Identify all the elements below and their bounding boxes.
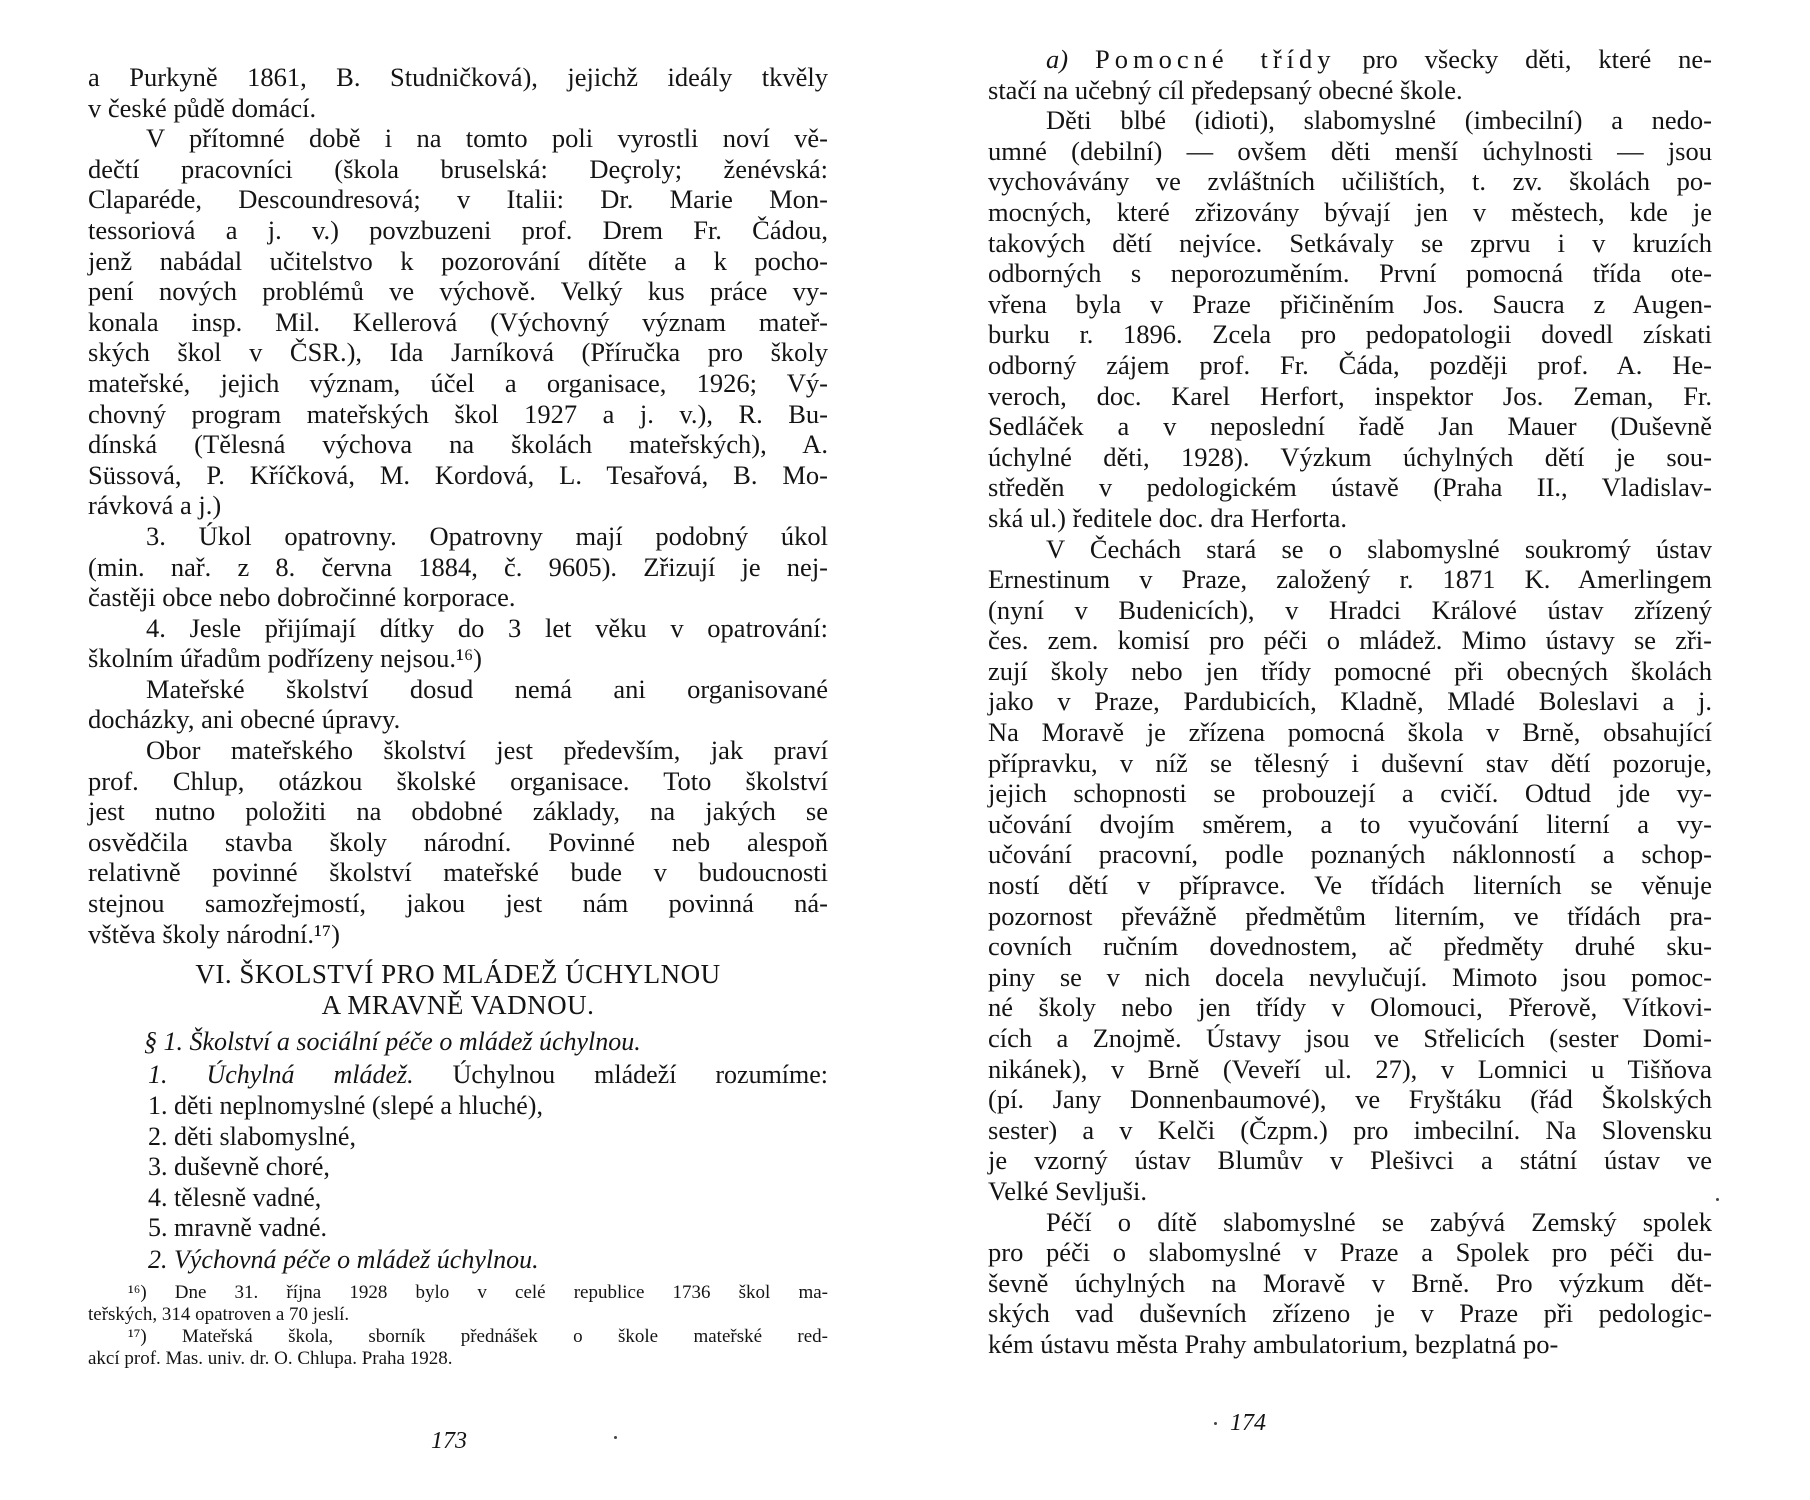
text-line: odborný zájem prof. Fr. Čáda, později prof. A. He- (988, 349, 1712, 380)
text-line: 4. Jesle přijímají dítky do 3 let věku v opatrování: (146, 612, 828, 643)
list-item: 5. mravně vadné. (148, 1213, 328, 1243)
footnote-line: akcí prof. Mas. univ. dr. O. Chlupa. Praha 1928. (88, 1347, 453, 1369)
subheading-1-text: Úchylnou mládeží rozumíme: (452, 1060, 829, 1090)
text-line: ských škol v ČSR.), Ida Jarníková (Příručka pro školy (88, 337, 828, 368)
page-number-left: 173 (431, 1428, 467, 1454)
right-text-column (988, 44, 1712, 1360)
subheading-2-text: 2. Výchovná péče o mládež úchylnou. (148, 1244, 539, 1274)
text-line: přípravku, v níž se tělesný i duševní stav dětí pozoruje, (988, 747, 1712, 778)
text-line: jest nutno položiti na obdobné základy, na jakých se (88, 796, 828, 827)
list-item: 3. duševně choré, (148, 1152, 330, 1182)
text-line: rávková a j.) (88, 490, 222, 521)
text-line: 3. Úkol opatrovny. Opatrovny mají podobný úkol (146, 520, 828, 551)
text-line: V Čechách stará se o slabomyslné soukromý ústav (1046, 533, 1712, 564)
text-line: v české půdě domácí. (88, 92, 317, 123)
left-text-column (88, 62, 828, 1370)
text-line: osvědčila stavba školy národní. Povinné neb alespoň (88, 826, 828, 857)
text-line: dečtí pracovníci (škola bruselská: Deçroly; ženévská: (88, 153, 828, 184)
subheading-2 (88, 1244, 828, 1276)
footnote-line: ¹⁷) Mateřská škola, sborník přednášek o škole mateřské red- (128, 1325, 828, 1347)
text-line: Velké Sevljuši. (988, 1175, 1147, 1206)
text-line: častěji obce nebo dobročinné korporace. (88, 582, 516, 613)
text-line: čes. zem. komisí pro péči o mládež. Mimo ústavy se zři- (988, 625, 1712, 656)
text-line: pení nových problémů ve výchově. Velký kus práce vy- (88, 276, 828, 307)
list-item: 1. děti neplnomyslné (slepé a hluché), (148, 1091, 543, 1121)
text-line: Ernestinum v Praze, založený r. 1871 K. Amerlingem (988, 564, 1712, 595)
text-line: ská ul.) ředitele doc. dra Herforta. (988, 502, 1348, 533)
left-paragraphs (88, 62, 828, 949)
text-line: ševně úchylných na Moravě v Brně. Pro výzkum dět- (988, 1267, 1712, 1298)
text-line: piny se v nich docela nevylučují. Mimoto jsou pomoc- (988, 961, 1712, 992)
text-line: a Purkyně 1861, B. Studničková), jejichž ideály tkvěly (88, 62, 828, 92)
text-line: odborných s neporozuměním. První pomocná třída ote- (988, 258, 1712, 289)
print-speck (614, 1436, 617, 1439)
text-line: chovný program mateřských škol 1927 a j. v.), R. Bu- (88, 398, 828, 429)
chapter-heading (88, 959, 828, 1021)
text-line: (min. nař. z 8. června 1884, č. 9605). Zřizují je nej- (88, 551, 828, 582)
text-line: vychovávány ve zvláštních učilištích, t. zv. školách po- (988, 166, 1712, 197)
text-line: zují školy nebo jen třídy pomocné při obecných školách (988, 655, 1712, 686)
spaced-term: Pomocné třídy (1094, 44, 1336, 74)
text-line: dínská (Tělesná výchova na školách mateřských), A. (88, 429, 828, 460)
text-line: pro všecky děti, které ne- (1362, 44, 1713, 74)
text-line: stejnou samozřejmostí, jakou jest nám povinná ná- (88, 888, 828, 919)
footnotes (88, 1282, 828, 1370)
subheading-1-label: 1. Úchylná mládež. (148, 1060, 414, 1090)
print-speck (1716, 1198, 1719, 1201)
text-line: Mateřské školství dosud nemá ani organisované (146, 673, 828, 704)
text-line: Sedláček a v neposlední řadě Jan Mauer (Duševně (988, 411, 1712, 442)
text-line: umné (debilní) — ovšem děti menší úchylnosti — jsou (988, 135, 1712, 166)
text-line: burku r. 1896. Zcela pro pedopatologii dovedl získati (988, 319, 1712, 350)
text-line: Süssová, P. Kříčková, M. Kordová, L. Tesařová, B. Mo- (88, 459, 828, 490)
text-line: mocných, které zřizovány bývají jen v městech, kde je (988, 196, 1712, 227)
list-item: 4. tělesně vadné, (148, 1182, 322, 1212)
text-line: V přítomné době i na tomto poli vyrostli noví vě- (146, 123, 828, 154)
text-line: vřena byla v Praze přičiněním Jos. Saucra z Augen- (988, 288, 1712, 319)
text-line: jejich schopnosti se probouzejí a cvičí. Odtud jde vy- (988, 778, 1712, 809)
footnote-line: teřských, 314 opatroven a 70 jeslí. (88, 1303, 350, 1325)
paragraph (988, 44, 1712, 75)
right-paragraphs (988, 105, 1712, 1359)
list-item: 2. děti slabomyslné, (148, 1121, 356, 1151)
text-line: učování pracovní, podle poznaných náklonností a schop- (988, 839, 1712, 870)
text-line: mateřské, jejich význam, účel a organisace, 1926; Vý- (88, 367, 828, 398)
text-line: sester) a v Kelči (Čzpm.) pro imbecilní. Na Slovensku (988, 1114, 1712, 1145)
footnote-line: ¹⁶) Dne 31. října 1928 bylo v celé republice 1736 škol ma- (128, 1281, 828, 1303)
text-line: tessoriová a j. v.) povzbuzeni prof. Drem Fr. Čádou, (88, 214, 828, 245)
text-line: školním úřadům podřízeny nejsou.¹⁶) (88, 643, 483, 674)
text-line: kém ústavu města Prahy ambulatorium, bezplatná po- (988, 1328, 1559, 1359)
text-line: pro péči o slabomyslné v Praze a Spolek pro péči du- (988, 1237, 1712, 1268)
chapter-heading-line: A MRAVNĚ VADNOU. (321, 990, 595, 1021)
text-line: středěn v pedologickém ústavě (Praha II., Vladislav- (988, 472, 1712, 503)
text-line: veroch, doc. Karel Herfort, inspektor Jos. Zeman, Fr. (988, 380, 1712, 411)
text-line: Na Moravě je zřízena pomocná škola v Brně, obsahující (988, 717, 1712, 748)
subheading-1 (88, 1059, 828, 1091)
text-line: takových dětí nejvíce. Setkávaly se zprvu i v kruzích (988, 227, 1712, 258)
text-line: docházky, ani obecné úpravy. (88, 704, 401, 735)
text-line: úchylné děti, 1928). Výzkum úchylných dětí je sou- (988, 441, 1712, 472)
text-line: (nyní v Budenicích), v Hradci Králové ústav zřízený (988, 594, 1712, 625)
list (88, 1091, 828, 1244)
chapter-heading-line: VI. ŠKOLSTVÍ PRO MLÁDEŽ ÚCHYLNOU (195, 959, 721, 990)
text-line: (pí. Jany Donnenbaumové), ve Fryštáku (řád Školských (988, 1084, 1712, 1115)
text-line: nikánek), v Brně (Veveří ul. 27), v Lomnici u Tišňova (988, 1053, 1712, 1084)
section-title (88, 1025, 828, 1059)
text-line: učování dvojím směrem, a to vyučování literní a vy- (988, 808, 1712, 839)
text-line: ností dětí v přípravce. Ve třídách literních se věnuje (988, 870, 1712, 901)
text-line: covních ručním dovednostem, ač předměty druhé sku- (988, 931, 1712, 962)
text-line: konala insp. Mil. Kellerová (Výchovný význam mateř- (88, 306, 828, 337)
text-line: vštěva školy národní.¹⁷) (88, 918, 340, 949)
text-line: je vzorný ústav Blumův v Plešivci a státní ústav ve (988, 1145, 1712, 1176)
text-line: relativně povinné školství mateřské bude v budoucnosti (88, 857, 828, 888)
text-line: jako v Praze, Pardubicích, Kladně, Mladé Boleslavi a j. (988, 686, 1712, 717)
text-line: stačí na učebný cíl předepsaný obecné škole. (988, 74, 1463, 105)
text-line: né školy nebo jen třídy v Olomouci, Přerově, Vítkovi- (988, 992, 1712, 1023)
text-line: Claparéde, Descoundresová; v Italii: Dr. Marie Mon- (88, 184, 828, 215)
section-title-text: § 1. Školství a sociální péče o mládež úchylnou. (144, 1027, 641, 1057)
page-number-right: 174 (1230, 1410, 1266, 1436)
text-line: jenž nabádal učitelstvo k pozorování dítěte a k pocho- (88, 245, 828, 276)
item-label: a) (1046, 44, 1069, 74)
text-line: ských vad duševních zřízeno je v Praze při pedologic- (988, 1298, 1712, 1329)
text-line: prof. Chlup, otázkou školské organisace. Toto školství (88, 765, 828, 796)
text-line: cích a Znojmě. Ústavy jsou ve Střelicích (sester Domi- (988, 1023, 1712, 1053)
text-line: Péčí o dítě slabomyslné se zabývá Zemský spolek (1046, 1206, 1712, 1237)
text-line: Obor mateřského školství jest především, jak praví (146, 735, 828, 766)
text-line: pozornost převážně předmětům literním, ve třídách pra- (988, 900, 1712, 931)
print-speck (1214, 1422, 1217, 1425)
text-line: Děti blbé (idioti), slabomyslné (imbecilní) a nedo- (1046, 105, 1712, 136)
